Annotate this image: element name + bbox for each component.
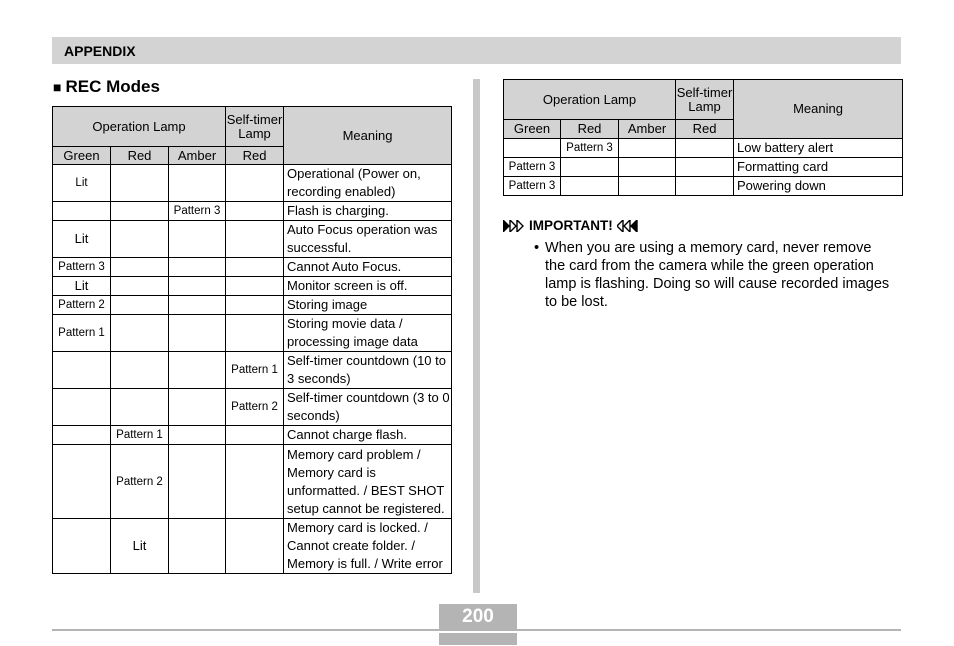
amber-cell [169,519,226,574]
meaning-cell: Operational (Power on, recording enabled) [284,165,452,202]
operation-lamp-header: Operation Lamp [53,107,226,147]
red-cell [111,258,169,277]
meaning-cell: Cannot Auto Focus. [284,258,452,277]
meaning-cell: Monitor screen is off. [284,277,452,296]
meaning-cell: Storing movie data / processing image data [284,315,452,352]
timer-cell [226,296,284,315]
important-bullet [534,239,894,311]
arrow-left-icon [617,220,639,232]
amber-cell [169,277,226,296]
red-cell: Lit [111,519,169,574]
timer-cell [226,315,284,352]
red-header: Red [111,147,169,165]
amber-cell [169,258,226,277]
table-row [53,277,452,296]
timer-cell [226,519,284,574]
red-cell [111,277,169,296]
timer-cell [226,277,284,296]
self-timer-lamp-header: Self-timer Lamp [676,80,734,120]
table-row [504,177,903,196]
amber-header: Amber [169,147,226,165]
page-number: 200 [439,604,517,630]
red-cell [561,158,619,177]
green-cell [53,389,111,426]
table-row [53,202,452,221]
amber-cell [169,426,226,445]
timer-cell: Pattern 1 [226,352,284,389]
timer-cell [676,177,734,196]
timer-cell [226,258,284,277]
amber-cell [169,315,226,352]
meaning-cell: Memory card problem / Memory card is unformatted. / BEST SHOT setup cannot be registered. [284,445,452,519]
red-cell [111,221,169,258]
red-cell [111,202,169,221]
table-row [53,519,452,574]
timer-cell: Pattern 2 [226,389,284,426]
green-cell: Pattern 3 [504,158,561,177]
table-row [53,426,452,445]
amber-cell [619,139,676,158]
operation-lamp-header: Operation Lamp [504,80,676,120]
red-cell [111,165,169,202]
meaning-cell: Cannot charge flash. [284,426,452,445]
red-cell [111,352,169,389]
meaning-cell: Storing image [284,296,452,315]
page-number-box [439,604,517,645]
timer-red-header: Red [676,120,734,139]
red-cell [111,296,169,315]
red-cell: Pattern 2 [111,445,169,519]
important-title-text: IMPORTANT! [529,218,613,233]
timer-red-header: Red [226,147,284,165]
amber-cell [169,352,226,389]
table-row [53,165,452,202]
timer-cell [676,139,734,158]
rec-modes-table [52,106,452,574]
page-number-underbar [439,633,517,645]
green-header: Green [504,120,561,139]
square-bullet-icon: ■ [53,79,62,95]
green-cell [53,519,111,574]
meaning-header: Meaning [734,80,903,139]
amber-cell [619,177,676,196]
red-cell [111,389,169,426]
self-timer-lamp-header: Self-timer Lamp [226,107,284,147]
timer-cell [226,221,284,258]
amber-cell [169,221,226,258]
table-row [53,221,452,258]
amber-cell [169,165,226,202]
table-row [504,139,903,158]
red-header: Red [561,120,619,139]
amber-cell [619,158,676,177]
meaning-cell: Low battery alert [734,139,903,158]
section-title-text: REC Modes [65,77,160,96]
red-cell: Pattern 1 [111,426,169,445]
amber-cell [169,445,226,519]
timer-cell [226,445,284,519]
red-cell [561,177,619,196]
table-row [53,296,452,315]
table-row [53,258,452,277]
important-text: When you are using a memory card, never remove the card from the camera while the green operation lamp is flashing. Doing so will cause recorded images to be lost. [545,240,890,310]
table-row [53,315,452,352]
amber-cell [169,389,226,426]
rec-modes-table-continued [503,79,903,196]
green-cell: Pattern 3 [53,258,111,277]
timer-cell [226,202,284,221]
section-title [53,77,160,97]
arrow-right-icon [503,220,525,232]
green-cell: Pattern 2 [53,296,111,315]
green-cell: Lit [53,221,111,258]
table-row [53,445,452,519]
meaning-cell: Self-timer countdown (10 to 3 seconds) [284,352,452,389]
green-cell: Lit [53,165,111,202]
timer-cell [676,158,734,177]
amber-header: Amber [619,120,676,139]
green-cell [53,352,111,389]
green-cell [504,139,561,158]
column-divider [473,79,480,593]
green-header: Green [53,147,111,165]
bullet-mark: • [534,240,540,256]
important-heading [503,218,639,233]
meaning-cell: Formatting card [734,158,903,177]
meaning-header: Meaning [284,107,452,165]
header-bar [52,37,901,64]
meaning-cell: Powering down [734,177,903,196]
meaning-cell: Flash is charging. [284,202,452,221]
green-cell: Pattern 1 [53,315,111,352]
red-cell [111,315,169,352]
table-row [53,389,452,426]
meaning-cell: Self-timer countdown (3 to 0 seconds) [284,389,452,426]
green-cell [53,202,111,221]
green-cell [53,426,111,445]
timer-cell [226,165,284,202]
amber-cell [169,296,226,315]
amber-cell: Pattern 3 [169,202,226,221]
section-label: APPENDIX [64,43,136,59]
green-cell: Lit [53,277,111,296]
red-cell: Pattern 3 [561,139,619,158]
green-cell: Pattern 3 [504,177,561,196]
timer-cell [226,426,284,445]
green-cell [53,445,111,519]
meaning-cell: Memory card is locked. / Cannot create folder. / Memory is full. / Write error [284,519,452,574]
table-row [504,158,903,177]
table-row [53,352,452,389]
meaning-cell: Auto Focus operation was successful. [284,221,452,258]
